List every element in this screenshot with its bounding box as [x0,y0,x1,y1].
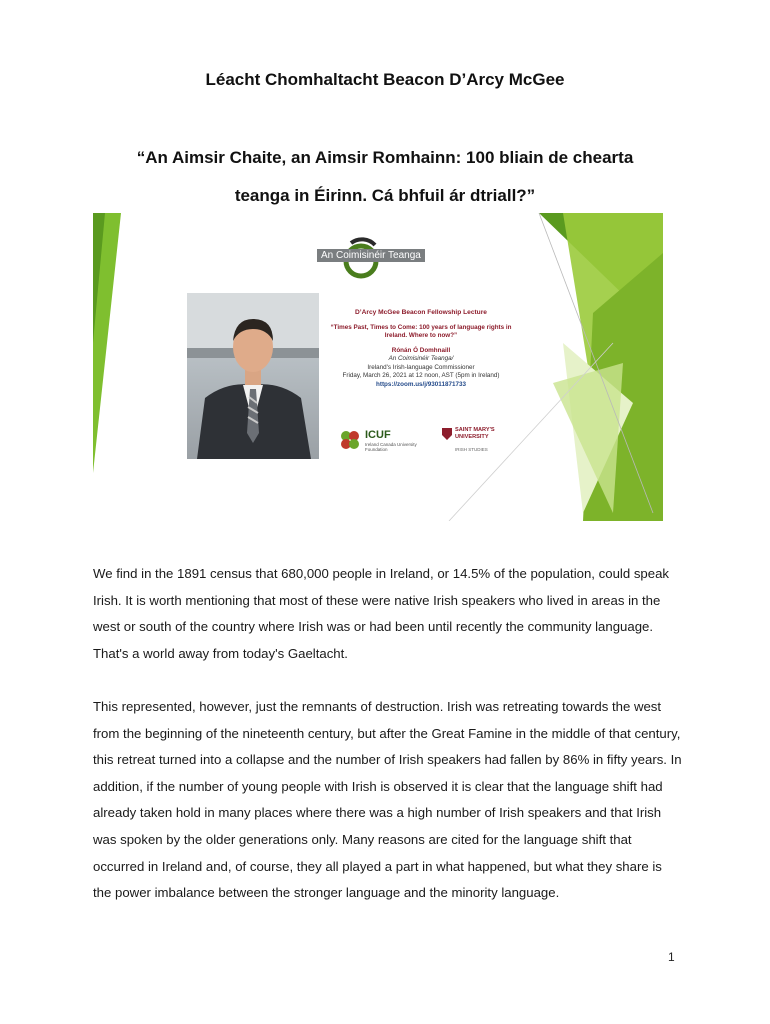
icuf-logo [339,425,429,459]
body-paragraph-2: This represented, however, just the remnants of destruction. Irish was retreating towards the west from the beginning of the nineteenth century, but after the Great Famine in the middle of that century, this retreat turned into a collapse and the number of Irish speakers had fallen by 86% in fifty years. In addition, if the number of young people with Irish is observed it is clear that the language shift had already taken hold in many places where there was a high number of Irish speakers and that Irish was spoken by the older generations only. Many reasons are cited for the language shift that occurred in Ireland and, of course, they all played a part in what happened, but what they share is the power imbalance between the stronger language and the minority language. [93,699,682,901]
lecture-title-line2: teanga in Éirinn. Cá bhfuil ár dtriall?” [234,186,536,205]
document-title: Léacht Chomhaltacht Beacon D’Arcy McGee [205,70,565,89]
lecture-date: Friday, March 26, 2021 at 12 noon, AST (5pm in Ireland) [342,372,500,380]
smu-name: SAINT MARY'S UNIVERSITY [455,427,495,440]
lecture-banner-image [93,213,663,521]
speaker-role-1: An Coimisinéir Teanga/ [388,355,454,363]
saint-marys-logo [441,425,513,459]
speaker-photo [187,293,319,459]
icuf-subtitle: Ireland Canada University Foundation [365,442,417,453]
speaker-name: Rónán Ó Domhnaill [391,346,451,354]
speaker-role-2: Ireland's Irish-language Commissioner [367,363,475,371]
smu-subtitle: IRISH STUDIES [455,447,488,452]
lecture-subtitle: “Times Past, Times to Come: 100 years of language rights in Ireland. Where to now?” [330,323,512,340]
icuf-name: ICUF [365,429,391,441]
logo-text: An Coimisinéir Teanga [317,249,425,262]
lecture-details [321,309,521,389]
lecture-title-line1: “An Aimsir Chaite, an Aimsir Romhainn: 100 bliain de chearta [136,148,634,167]
lecture-heading: D’Arcy McGee Beacon Fellowship Lecture [355,309,487,316]
zoom-link[interactable]: https://zoom.us/j/93011871733 [376,380,466,388]
page-number: 1 [668,950,675,964]
body-paragraph-1: We find in the 1891 census that 680,000 people in Ireland, or 14.5% of the population, could speak Irish. It is worth mentioning that most of these were native Irish speakers who lived in areas in the west or south of the country where Irish was or had been until recently the community language. That's a world away from today's Gaeltacht. [93,566,670,661]
coimisineir-teanga-logo [317,235,437,279]
